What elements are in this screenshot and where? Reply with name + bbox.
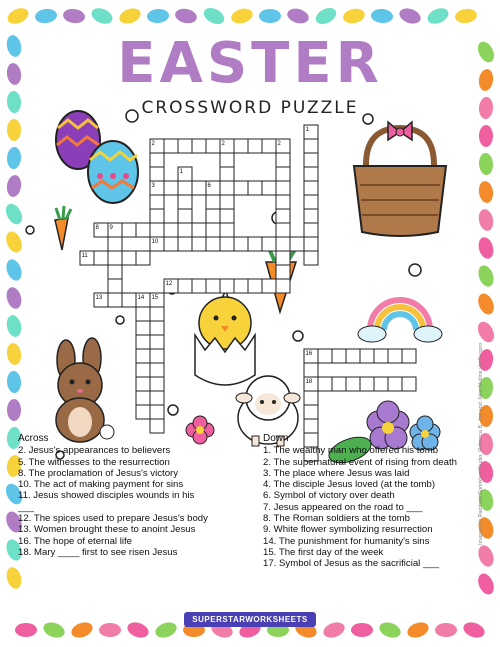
crossword-cell[interactable] bbox=[346, 377, 360, 391]
clue-across-5: 5. The witnesses to the resurrection bbox=[18, 456, 170, 468]
page-subtitle: CROSSWORD PUZZLE bbox=[141, 98, 359, 118]
crossword-cell[interactable] bbox=[206, 195, 220, 209]
crossword-cell[interactable] bbox=[248, 237, 262, 251]
crossword-cell[interactable] bbox=[150, 335, 164, 349]
crossword-cell[interactable] bbox=[94, 251, 108, 265]
crossword-cell[interactable] bbox=[178, 139, 192, 153]
crossword-cell[interactable] bbox=[122, 223, 136, 237]
crossword-cell[interactable] bbox=[276, 153, 290, 167]
crossword-cell[interactable] bbox=[150, 321, 164, 335]
clue-down-8: 8. The Roman soldiers at the tomb bbox=[263, 513, 411, 525]
crossword-cell[interactable] bbox=[388, 349, 402, 363]
crossword-cell[interactable] bbox=[262, 237, 276, 251]
crossword-cell[interactable] bbox=[150, 153, 164, 167]
crossword-cell[interactable] bbox=[150, 195, 164, 209]
crossword-cell[interactable] bbox=[164, 139, 178, 153]
image-credit: Images (c) Rainbow Sprinkles Studio, Rebecca B. Joa and Jake Mullins via Sunpro bbox=[478, 342, 484, 545]
crossword-cell[interactable] bbox=[178, 209, 192, 223]
crossword-cell[interactable] bbox=[178, 223, 192, 237]
down-clues bbox=[263, 433, 478, 570]
cell-number: 2 bbox=[277, 141, 281, 147]
clue-down-9: 9. White flower symbolizing resurrection bbox=[263, 524, 433, 536]
crossword-cell[interactable] bbox=[136, 307, 150, 321]
crossword-cell[interactable] bbox=[164, 223, 178, 237]
crossword-cell[interactable] bbox=[136, 405, 150, 419]
clue-down-7: 7. Jesus appeared on the road to ___ bbox=[263, 501, 423, 513]
cell-number: 2 bbox=[221, 141, 225, 147]
crossword-cell[interactable] bbox=[220, 237, 234, 251]
clue-down-14: 14. The punishment for humanity's sins bbox=[263, 535, 430, 547]
crossword-cell[interactable] bbox=[234, 237, 248, 251]
crossword-cell[interactable] bbox=[346, 349, 360, 363]
cell-number: 12 bbox=[165, 281, 173, 287]
crossword-cell[interactable] bbox=[150, 405, 164, 419]
clue-across-2: 2. Jesus's appearances to believers bbox=[18, 445, 171, 457]
crossword-cell[interactable] bbox=[304, 419, 318, 433]
crossword-cell[interactable] bbox=[164, 181, 178, 195]
crossword-cell[interactable] bbox=[136, 391, 150, 405]
crossword-cell[interactable] bbox=[276, 265, 290, 279]
crossword-cell[interactable] bbox=[220, 181, 234, 195]
cell-number: 8 bbox=[95, 225, 99, 231]
crossword-cell[interactable] bbox=[290, 237, 304, 251]
clue-across-13: 13. Women brought these to anoint Jesus bbox=[18, 524, 196, 536]
crossword-cell[interactable] bbox=[304, 153, 318, 167]
across-heading: Across bbox=[18, 433, 49, 444]
crossword-cell[interactable] bbox=[122, 293, 136, 307]
clue-down-1: 1. The wealthy man who offered his tomb bbox=[263, 445, 439, 457]
clue-down-6: 6. Symbol of victory over death bbox=[263, 490, 395, 502]
crossword-cell[interactable] bbox=[136, 321, 150, 335]
crossword-cell[interactable] bbox=[402, 377, 416, 391]
cell-number: 14 bbox=[137, 295, 145, 301]
crossword-cell[interactable] bbox=[248, 279, 262, 293]
crossword-cell[interactable] bbox=[150, 307, 164, 321]
crossword-cell[interactable] bbox=[220, 167, 234, 181]
crossword-cell[interactable] bbox=[108, 293, 122, 307]
clue-down-15: 15. The first day of the week bbox=[263, 546, 384, 558]
crossword-cell[interactable] bbox=[136, 223, 150, 237]
crossword-cell[interactable] bbox=[262, 279, 276, 293]
crossword-cell[interactable] bbox=[360, 349, 374, 363]
clue-down-17: 17. Symbol of Jesus as the sacrificial ___ bbox=[263, 558, 439, 570]
crossword-cell[interactable] bbox=[108, 279, 122, 293]
clue-down-4: 4. The disciple Jesus loved (at the tomb) bbox=[263, 479, 436, 491]
crossword-cell[interactable] bbox=[304, 223, 318, 237]
crossword-cell[interactable] bbox=[192, 223, 206, 237]
crossword-cell[interactable] bbox=[276, 223, 290, 237]
crossword-cell[interactable] bbox=[122, 251, 136, 265]
clue-across-12: 12. The spices used to prepare Jesus's body bbox=[18, 513, 208, 525]
crossword-cell[interactable] bbox=[248, 139, 262, 153]
crossword-cell[interactable] bbox=[304, 167, 318, 181]
crossword-cell[interactable] bbox=[276, 167, 290, 181]
cell-number: 1 bbox=[305, 127, 309, 133]
clue-across-8: 8. The proclamation of Jesus's victory bbox=[18, 467, 179, 479]
crossword-cell[interactable] bbox=[136, 349, 150, 363]
crossword-cell[interactable] bbox=[178, 195, 192, 209]
crossword-cell[interactable] bbox=[192, 237, 206, 251]
cell-number: 2 bbox=[151, 141, 155, 147]
clue-across-10: 10. The act of making payment for sins bbox=[18, 479, 184, 491]
crossword-cell[interactable] bbox=[220, 195, 234, 209]
crossword-cell[interactable] bbox=[304, 251, 318, 265]
cell-number: 13 bbox=[95, 295, 103, 301]
crossword-cell[interactable] bbox=[318, 349, 332, 363]
crossword-cell[interactable] bbox=[150, 363, 164, 377]
clue-across-18: 18. Mary ____ first to see risen Jesus bbox=[18, 546, 178, 558]
crossword-cell[interactable] bbox=[150, 223, 164, 237]
crossword-cell[interactable] bbox=[150, 349, 164, 363]
cell-number: 10 bbox=[151, 239, 159, 245]
crossword-cell[interactable] bbox=[136, 377, 150, 391]
cell-number: 11 bbox=[81, 253, 88, 259]
cell-number: 6 bbox=[207, 183, 211, 189]
crossword-cell[interactable] bbox=[276, 279, 290, 293]
crossword-cell[interactable] bbox=[164, 237, 178, 251]
crossword-cell[interactable] bbox=[220, 223, 234, 237]
crossword-cell[interactable] bbox=[318, 377, 332, 391]
crossword-cell[interactable] bbox=[220, 209, 234, 223]
crossword-cell[interactable] bbox=[304, 195, 318, 209]
cell-number: 18 bbox=[305, 379, 313, 385]
crossword-cell[interactable] bbox=[262, 139, 276, 153]
crossword-cell[interactable] bbox=[360, 377, 374, 391]
crossword-cell[interactable] bbox=[304, 181, 318, 195]
crossword-cell[interactable] bbox=[234, 181, 248, 195]
clue-across-16: 16. The hope of eternal life bbox=[18, 535, 132, 547]
crossword-cell[interactable] bbox=[304, 237, 318, 251]
crossword-cell[interactable] bbox=[332, 377, 346, 391]
crossword-cell[interactable] bbox=[136, 335, 150, 349]
crossword-cell[interactable] bbox=[276, 209, 290, 223]
crossword-cell[interactable] bbox=[234, 279, 248, 293]
crossword-cell[interactable] bbox=[178, 279, 192, 293]
clue-across-11-blank: ___ bbox=[18, 501, 35, 513]
crossword-cell[interactable] bbox=[150, 377, 164, 391]
crossword-cell[interactable] bbox=[402, 349, 416, 363]
crossword-cell[interactable] bbox=[374, 377, 388, 391]
cell-number: 3 bbox=[151, 183, 155, 189]
crossword-cell[interactable] bbox=[304, 405, 318, 419]
clue-down-3: 3. The place where Jesus was laid bbox=[263, 467, 410, 479]
crossword-cell[interactable] bbox=[276, 237, 290, 251]
crossword-cell[interactable] bbox=[234, 139, 248, 153]
crossword-cell[interactable] bbox=[304, 391, 318, 405]
cell-number: 9 bbox=[109, 225, 113, 231]
crossword-cell[interactable] bbox=[108, 251, 122, 265]
crossword-cell[interactable] bbox=[374, 349, 388, 363]
crossword-cell[interactable] bbox=[332, 349, 346, 363]
crossword-cell[interactable] bbox=[276, 181, 290, 195]
crossword-cell[interactable] bbox=[206, 139, 220, 153]
clue-across-11: 11. Jesus showed disciples wounds in his bbox=[18, 490, 195, 502]
crossword-cell[interactable] bbox=[178, 237, 192, 251]
crossword-cell[interactable] bbox=[304, 139, 318, 153]
crossword-cell[interactable] bbox=[192, 279, 206, 293]
crossword-cell[interactable] bbox=[136, 363, 150, 377]
crossword-cell[interactable] bbox=[108, 265, 122, 279]
down-heading: Down bbox=[263, 433, 289, 444]
across-clues bbox=[18, 433, 258, 558]
cell-number: 16 bbox=[305, 351, 313, 357]
crossword-cell[interactable] bbox=[150, 167, 164, 181]
crossword-cell[interactable] bbox=[276, 195, 290, 209]
crossword-cell[interactable] bbox=[248, 181, 262, 195]
brand-logo: SUPERSTARWORKSHEETS bbox=[184, 612, 315, 627]
cell-number: 15 bbox=[151, 295, 159, 301]
crossword-cell[interactable] bbox=[206, 237, 220, 251]
crossword-cell[interactable] bbox=[304, 209, 318, 223]
crossword-cell[interactable] bbox=[192, 181, 206, 195]
cell-number: 1 bbox=[179, 169, 183, 175]
crossword-cell[interactable] bbox=[192, 139, 206, 153]
page-title: EASTER bbox=[117, 31, 383, 96]
crossword-cell[interactable] bbox=[150, 419, 164, 433]
crossword-cell[interactable] bbox=[108, 237, 122, 251]
crossword-cell[interactable] bbox=[206, 223, 220, 237]
crossword-cell[interactable] bbox=[220, 279, 234, 293]
crossword-cell[interactable] bbox=[276, 251, 290, 265]
footer-brand bbox=[0, 609, 500, 627]
crossword-cell[interactable] bbox=[206, 279, 220, 293]
crossword-cell[interactable] bbox=[388, 377, 402, 391]
clue-down-2: 2. The supernatural event of rising from death bbox=[263, 456, 457, 468]
crossword-cell[interactable] bbox=[220, 153, 234, 167]
crossword-cell[interactable] bbox=[206, 209, 220, 223]
crossword-cell[interactable] bbox=[262, 181, 276, 195]
crossword-cell[interactable] bbox=[136, 251, 150, 265]
crossword-cell[interactable] bbox=[150, 209, 164, 223]
crossword-cell[interactable] bbox=[150, 391, 164, 405]
crossword-cell[interactable] bbox=[178, 181, 192, 195]
crossword-cell[interactable] bbox=[304, 363, 318, 377]
